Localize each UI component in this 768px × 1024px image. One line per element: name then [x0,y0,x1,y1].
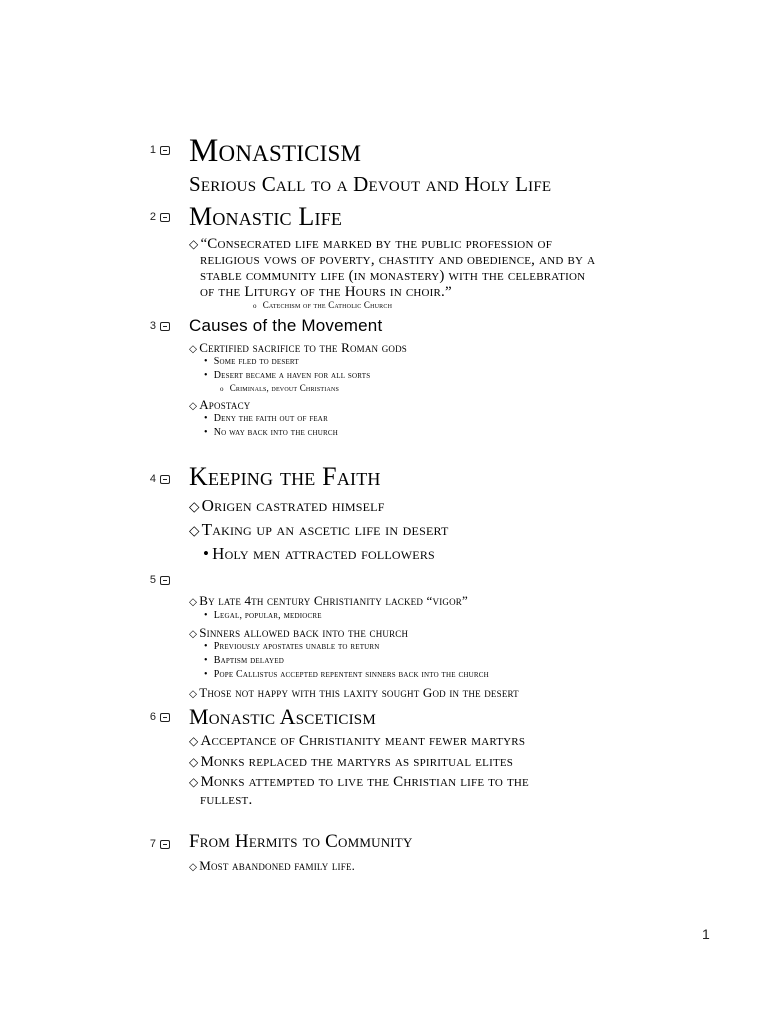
slide-number: 6 [149,711,156,723]
round-bullet-icon: • [204,356,208,367]
diamond-bullet-icon: ◇ [189,734,199,748]
slide-number: 3 [149,320,156,332]
round-bullet-icon: • [204,413,208,424]
bullet-point: ◇ Acceptance of Christianity meant fewer martyrs [189,733,526,749]
bullet-point: ◇ Those not happy with this laxity sought God in the desert [189,685,519,700]
round-bullet-icon: • [204,370,208,381]
sub-point: • Previously apostates unable to return [204,641,380,652]
diamond-bullet-icon: ◇ [189,597,198,608]
slide-subtitle: Serious Call to a Devout and Holy Life [189,172,552,196]
diamond-bullet-icon: ◇ [189,401,198,412]
bullet-point: ◇ Monks replaced the martyrs as spiritual elites [189,754,514,770]
slide-number: 7 [149,838,156,850]
sub-point: • Legal, popular, mediocre [204,610,322,621]
collapse-box-icon[interactable] [160,475,170,484]
sub-point: • Baptism delayed [204,655,284,666]
diamond-bullet-icon: ◇ [189,775,199,789]
diamond-bullet-icon: ◇ [189,629,198,640]
round-bullet-icon: • [204,669,208,680]
circle-bullet-icon: o [220,385,224,393]
collapse-box-icon[interactable] [160,713,170,722]
slide-number: 1 [149,144,156,156]
sub-point: • Some fled to desert [204,356,299,367]
quote-line: religious vows of poverty, chastity and obedience, and by a [200,252,596,268]
round-bullet-icon: • [204,641,208,652]
bullet-point: ◇ Monks attempted to live the Christian life to the [189,774,529,790]
diamond-bullet-icon: ◇ [189,237,199,251]
collapse-box-icon[interactable] [160,840,170,849]
bullet-point: ◇ Most abandoned family life. [189,858,356,873]
bullet-point: ◇ Apostacy [189,397,251,412]
sub-point: • Desert became a haven for all sorts [204,370,371,381]
sub-point: • No way back into the church [204,427,338,438]
bullet-point: ◇ Certified sacrifice to the Roman gods [189,340,407,355]
diamond-bullet-icon: ◇ [189,344,198,355]
slide-number: 4 [149,473,156,485]
round-bullet-icon: • [204,610,208,621]
slide-title: Monasticism [189,133,362,169]
collapse-box-icon[interactable] [160,146,170,155]
bullet-point: ◇ Sinners allowed back into the church [189,625,409,640]
slide-title: Causes of the Movement [189,316,383,335]
diamond-bullet-icon: ◇ [189,523,200,538]
slide-title: Monastic Asceticism [189,704,376,729]
quote-line: of the Liturgy of the Hours in choir.” [200,284,452,300]
collapse-box-icon[interactable] [160,322,170,331]
sub-point: • Pope Callistus accepted repentent sinners back into the church [204,669,489,680]
quote-source: o Catechism of the Catholic Church [253,300,393,310]
slide-title: Keeping the Faith [189,462,381,491]
sub-point: • Deny the faith out of fear [204,413,328,424]
round-bullet-icon: • [204,427,208,438]
round-bullet-icon: • [203,544,210,563]
quote-line: ◇ “Consecrated life marked by the public profession of [189,236,553,252]
collapse-box-icon[interactable] [160,213,170,222]
page-number: 1 [702,926,710,942]
slide-number: 5 [149,574,156,586]
diamond-bullet-icon: ◇ [189,755,199,769]
diamond-bullet-icon: ◇ [189,499,200,514]
diamond-bullet-icon: ◇ [189,689,198,700]
round-bullet-icon: • [204,655,208,666]
sub-point: • Holy men attracted followers [203,544,435,563]
circle-bullet-icon: o [253,302,257,310]
bullet-point: ◇ Taking up an ascetic life in desert [189,520,449,539]
diamond-bullet-icon: ◇ [189,862,198,873]
slide-title: Monastic Life [189,202,343,231]
bullet-point: ◇ Origen castrated himself [189,496,385,515]
bullet-point-continuation: fullest. [200,792,253,808]
slide-title: From Hermits to Community [189,831,413,852]
quote-line: stable community life (in monastery) with the celebration [200,268,586,284]
slide-number: 2 [149,211,156,223]
bullet-point: ◇ By late 4th century Christianity lacked “vigor” [189,593,468,608]
sub-sub-point: o Criminals, devout Christians [220,383,340,393]
collapse-box-icon[interactable] [160,576,170,585]
